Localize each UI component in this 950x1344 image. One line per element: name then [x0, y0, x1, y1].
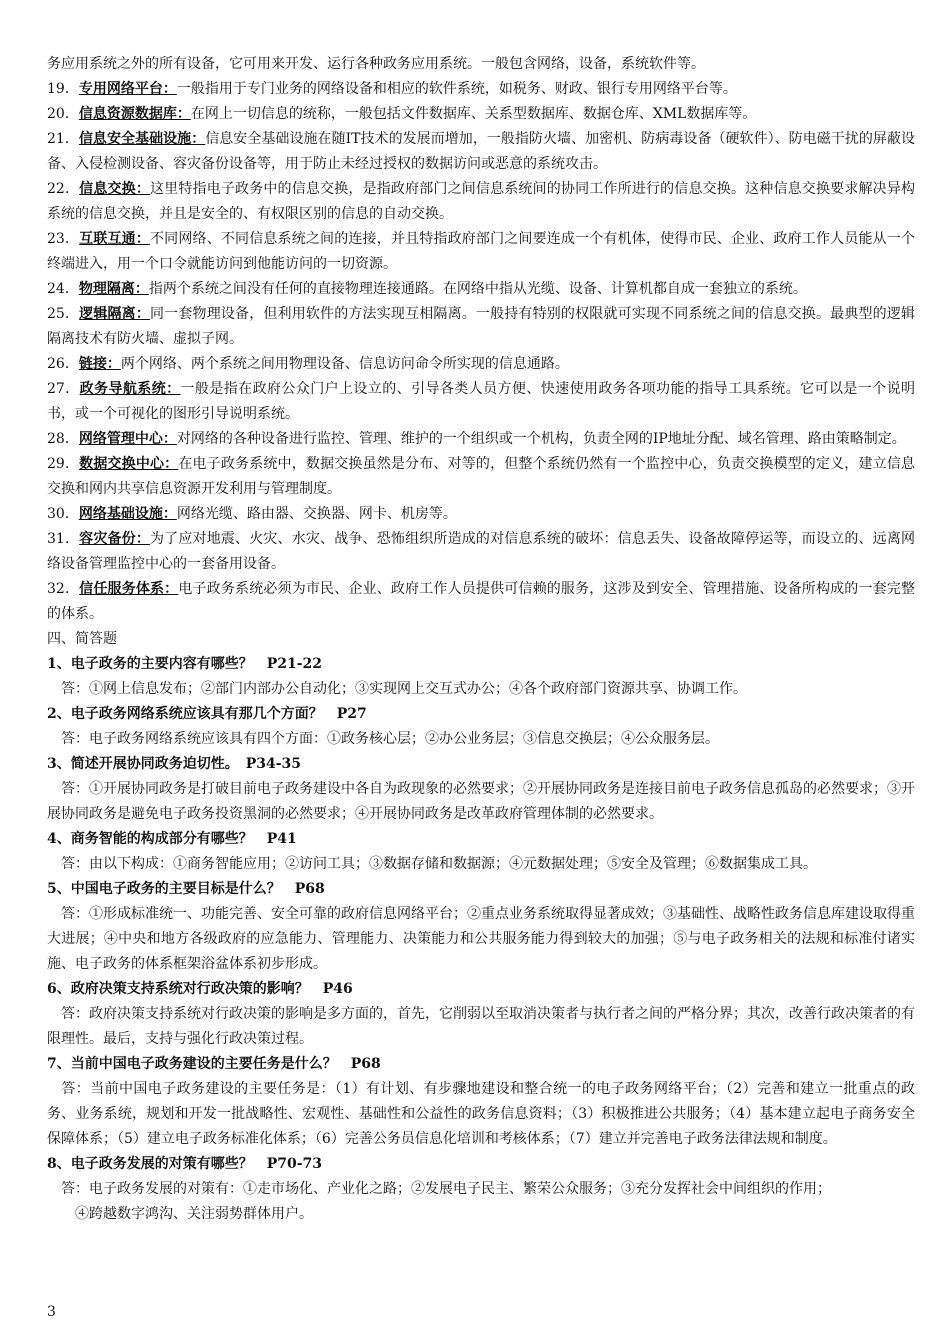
term-definition: 同一套物理设备，但利用软件的方法实现互相隔离。一般持有特别的权限就可实现不同系统之间的信息交换。最典型的逻辑隔离技术有防火墙、虚拟子网。 — [47, 306, 915, 347]
term-item — [47, 277, 915, 302]
term-title: 信任服务体系： — [79, 581, 179, 597]
term-definition: 指两个系统之间没有任何的直接物理连接通路。在网络中指从光缆、设备、计算机都自成一套独立的系统。 — [148, 281, 807, 297]
term-number: 24． — [47, 281, 79, 297]
term-title: 容灾备份： — [79, 531, 151, 547]
term-title: 信息交换： — [79, 181, 151, 197]
term-title: 互联互通： — [79, 231, 151, 247]
term-definition: 在电子政务系统中，数据交换虽然是分布、对等的，但整个系统仍然有一个监控中心，负责交换模型的定义，建立信息交换和网内共享信息资源开发利用与管理制度。 — [47, 456, 915, 497]
term-item — [47, 77, 915, 102]
term-definition: 这里特指电子政务中的信息交换，是指政府部门之间信息系统间的协同工作所进行的信息交换。这种信息交换要求解决异构系统的信息交换，并且是安全的、有权限区别的信息的自动交换。 — [47, 181, 915, 222]
term-item — [47, 102, 915, 127]
question-heading: 2、电子政务网络系统应该具有那几个方面？ P27 — [47, 706, 367, 722]
term-definition: 信息安全基础设施在随IT技术的发展而增加，一般指防火墙、加密机、防病毒设备（硬软件）、防电磁干扰的屏蔽设备、入侵检测设备、容灾备份设备等，用于防止未经过授权的数据访问或恶意的系统攻击。 — [47, 131, 915, 172]
answer-text: 答：①形成标准统一、功能完善、安全可靠的政府信息网络平台；②重点业务系统取得显著成效；③基础性、战略性政务信息库建设取得重大进展；④中央和地方各级政府的应急能力、管理能力、决策能力和公共服务能力得到较大的加强；⑤与电子政务相关的法规和标准付诸实施、电子政务的体系框架浴盆体系初步形成。 — [47, 906, 915, 972]
term-number: 28． — [47, 431, 79, 447]
term-item — [47, 302, 915, 352]
term-definition: 不同网络、不同信息系统之间的连接，并且特指政府部门之间要连成一个有机体，使得市民、企业、政府工作人员能从一个终端进入，用一个口令就能访问到他能访问的一切资源。 — [47, 231, 915, 272]
term-title: 逻辑隔离： — [79, 306, 151, 322]
term-item — [47, 452, 915, 502]
term-item — [47, 502, 915, 527]
term-title: 链接： — [78, 356, 121, 372]
term-title: 网络管理中心： — [78, 431, 177, 447]
intro-paragraph: 务应用系统之外的所有设备，它可用来开发、运行各种政务应用系统。一般包含网络，设备，系统软件等。 — [47, 56, 705, 72]
term-definition: 为了应对地震、火灾、水灾、战争、恐怖组织所造成的对信息系统的破坏：信息丢失、设备故障停运等，而设立的、远离网络设备管理监控中心的一套备用设备。 — [47, 531, 915, 572]
answer-text: 答：当前中国电子政务建设的主要任务是：（1）有计划、有步骤地建设和整合统一的电子政务网络平台；（2）完善和建立一批重点的政务、业务系统，规划和开发一批战略性、宏观性、基础性和公益性的政务信息资料；（3）积极推进公共服务；（4）基本建立起电子商务安全保障体系；（5）建立电子政务标准化体系；（6）完善公务员信息化培训和考核体系；（7）建立并完善电子政务法律法规和制度。 — [47, 1081, 915, 1147]
term-definition: 网络光缆、路由器、交换器、网卡、机房等。 — [176, 506, 457, 522]
term-list — [47, 77, 915, 627]
term-number: 21． — [47, 131, 79, 147]
page-number: 3 — [47, 1304, 56, 1320]
term-definition: 电子政务系统必须为市民、企业、政府工作人员提供可信赖的服务，这涉及到安全、管理措施、设备所构成的一套完整的体系。 — [47, 581, 915, 622]
term-number: 32． — [47, 581, 80, 597]
question-heading: 1、电子政务的主要内容有哪些？ P21-22 — [47, 656, 323, 672]
answer-continuation: ④跨越数字鸿沟、关注弱势群体用户。 — [61, 1206, 313, 1222]
question-heading: 4、商务智能的构成部分有哪些？ P41 — [47, 831, 297, 847]
term-definition: 对网络的各种设备进行监控、管理、维护的一个组织或一个机构，负责全网的IP地址分配、域名管理、路由策略制定。 — [176, 431, 906, 447]
term-definition: 两个网络、两个系统之间用物理设备、信息访问命令所实现的信息通路。 — [120, 356, 569, 372]
document-page — [47, 52, 915, 1227]
term-definition: 一般是指在政府公众门户上设立的、引导各类人员方便、快速使用政务各项功能的指导工具系统。它可以是一个说明书，或一个可视化的图形引导说明系统。 — [47, 381, 915, 422]
term-title: 数据交换中心： — [79, 456, 179, 472]
question-heading: 5、中国电子政务的主要目标是什么？ P68 — [47, 881, 325, 897]
term-item — [47, 127, 915, 177]
term-item — [47, 577, 915, 627]
term-number: 25． — [47, 306, 80, 322]
term-item — [47, 527, 915, 577]
term-number: 31． — [47, 531, 80, 547]
question-heading: 8、电子政务发展的对策有哪些？ P70-73 — [47, 1156, 323, 1172]
term-title: 网络基础设施： — [78, 506, 177, 522]
section-title: 四、简答题 — [47, 631, 117, 647]
answer-text: 答：①网上信息发布；②部门内部办公自动化；③实现网上交互式办公；④各个政府部门资源共享、协调工作。 — [47, 681, 747, 697]
answer-text: 答：①开展协同政务是打破目前电子政务建设中各自为政现象的必然要求；②开展协同政务是连接目前电子政务信息孤岛的必然要求；③开展协同政务是避免电子政务投资黑洞的必然要求；④开展协同政务是改革政府管理体制的必然要求。 — [47, 781, 915, 822]
term-definition: 一般指用于专门业务的网络设备和相应的软件系统，如税务、财政、银行专用网络平台等。 — [176, 81, 737, 97]
answer-text: 答：由以下构成：①商务智能应用；②访问工具；③数据存储和数据源；④元数据处理；⑤安全及管理；⑥数据集成工具。 — [47, 856, 817, 872]
term-item — [47, 227, 915, 277]
term-title: 专用网络平台： — [78, 81, 177, 97]
term-number: 22． — [47, 181, 80, 197]
answer-text: 答：电子政务网络系统应该具有四个方面：①政务核心层；②办公业务层；③信息交换层；④公众服务层。 — [47, 731, 719, 747]
term-item — [47, 427, 915, 452]
question-list — [47, 652, 915, 1227]
term-number: 27． — [47, 381, 80, 397]
question-heading: 3、简述开展协同政务迫切性。 P34-35 — [47, 756, 302, 772]
term-number: 23． — [47, 231, 80, 247]
term-title: 物理隔离： — [78, 281, 149, 297]
term-number: 29． — [47, 456, 80, 472]
question-heading: 6、政府决策支持系统对行政决策的影响？ P46 — [47, 981, 353, 997]
term-title: 信息资源数据库： — [78, 106, 191, 122]
term-title: 信息安全基础设施： — [78, 131, 206, 147]
term-number: 30． — [47, 506, 79, 522]
term-number: 19． — [47, 81, 79, 97]
question-heading: 7、当前中国电子政务建设的主要任务是什么？ P68 — [47, 1056, 381, 1072]
term-title: 政务导航系统： — [79, 381, 181, 397]
term-definition: 在网上一切信息的统称，一般包括文件数据库、关系型数据库、数据仓库、XML数据库等。 — [190, 106, 757, 122]
term-item — [47, 377, 915, 427]
term-item — [47, 352, 915, 377]
term-item — [47, 177, 915, 227]
term-number: 26． — [47, 356, 79, 372]
answer-text: 答：电子政务发展的对策有：①走市场化、产业化之路；②发展电子民主、繁荣公众服务；③充分发挥社会中间组织的作用； — [47, 1181, 831, 1197]
answer-text: 答：政府决策支持系统对行政决策的影响是多方面的，首先，它削弱以至取消决策者与执行者之间的严格分界；其次，改善行政决策者的有限理性。最后，支持与强化行政决策过程。 — [47, 1006, 915, 1047]
term-number: 20． — [47, 106, 79, 122]
